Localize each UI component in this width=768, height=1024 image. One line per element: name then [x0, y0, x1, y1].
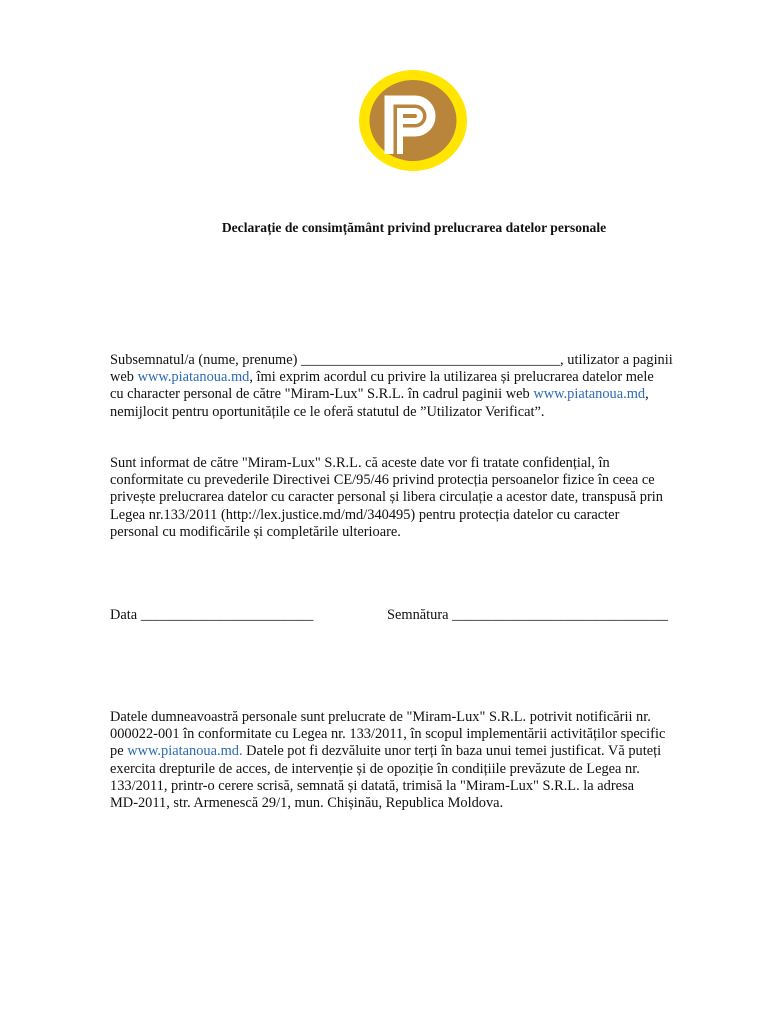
website-link[interactable]: www.piatanoua.md: [533, 386, 646, 403]
consent-line-2: [110, 369, 654, 386]
information-line-4: Legea nr.133/2011 (http://lex.justice.md/md/340495) pentru protecția datelor cu caracter: [110, 506, 620, 523]
website-link[interactable]: www.piatanoua.md: [137, 369, 250, 386]
consent-line-3: [110, 386, 649, 403]
information-line-3: privește prelucrarea datelor cu caracter personal și libera circulație a acestor date, transpusă prin: [110, 489, 663, 506]
privacy-line-4: exercita drepturile de acces, de intervenție și de opoziție în condițiile prevăzute de Legea nr.: [110, 760, 640, 777]
information-line-2: conformitate cu prevederile Directivei CE/95/46 privind protecția persoanelor fizice în ceea ce: [110, 472, 655, 489]
consent-line-2-text: web: [110, 369, 138, 386]
information-line-5: personal cu modificările și completările ulterioare.: [110, 523, 401, 540]
privacy-line-1: Datele dumneavoastră personale sunt prelucrate de "Miram-Lux" S.R.L. potrivit notificării nr.: [110, 709, 651, 725]
information-line-1: Sunt informat de către "Miram-Lux" S.R.L. că aceste date vor fi tratate confidențial, în: [110, 455, 610, 471]
date-field[interactable]: Data ________________________: [110, 607, 314, 623]
piata-noua-logo: [359, 70, 467, 171]
signature-field[interactable]: Semnătura ______________________________: [387, 607, 668, 623]
privacy-line-3: [110, 743, 661, 760]
consent-line-1: Subsemnatul/a (nume, prenume) ____________________________________, utilizator a paginii: [110, 352, 673, 368]
website-link[interactable]: www.piatanoua.md.: [127, 743, 243, 760]
privacy-line-2: 000022-001 în conformitate cu Legea nr. 133/2011, în scopul implementării activităților specific: [110, 726, 666, 743]
privacy-line-6: MD-2011, str. Armenescă 29/1, mun. Chișinău, Republica Moldova.: [110, 795, 504, 811]
consent-line-3-text: cu character personal de către "Miram-Lux" S.R.L. în cadrul paginii web: [110, 386, 534, 403]
consent-line-3-rest: ,: [645, 386, 649, 403]
privacy-line-3-text: pe: [110, 743, 128, 760]
document-title: Declarație de consimțământ privind prelucrarea datelor personale: [221, 220, 607, 235]
privacy-line-3-rest: Datele pot fi dezvăluite unor terți în baza unui temei justificat. Vă puteți: [242, 743, 662, 760]
consent-line-4: nemijlocit pentru oportunitățile ce le oferă statutul de ”Utilizator Verificat”.: [110, 403, 545, 420]
consent-line-2-rest: , îmi exprim acordul cu privire la utilizarea și prelucrarea datelor mele: [249, 369, 654, 386]
privacy-line-5: 133/2011, printr-o cerere scrisă, semnată și datată, trimisă la "Miram-Lux" S.R.L. la adresa: [110, 777, 635, 794]
